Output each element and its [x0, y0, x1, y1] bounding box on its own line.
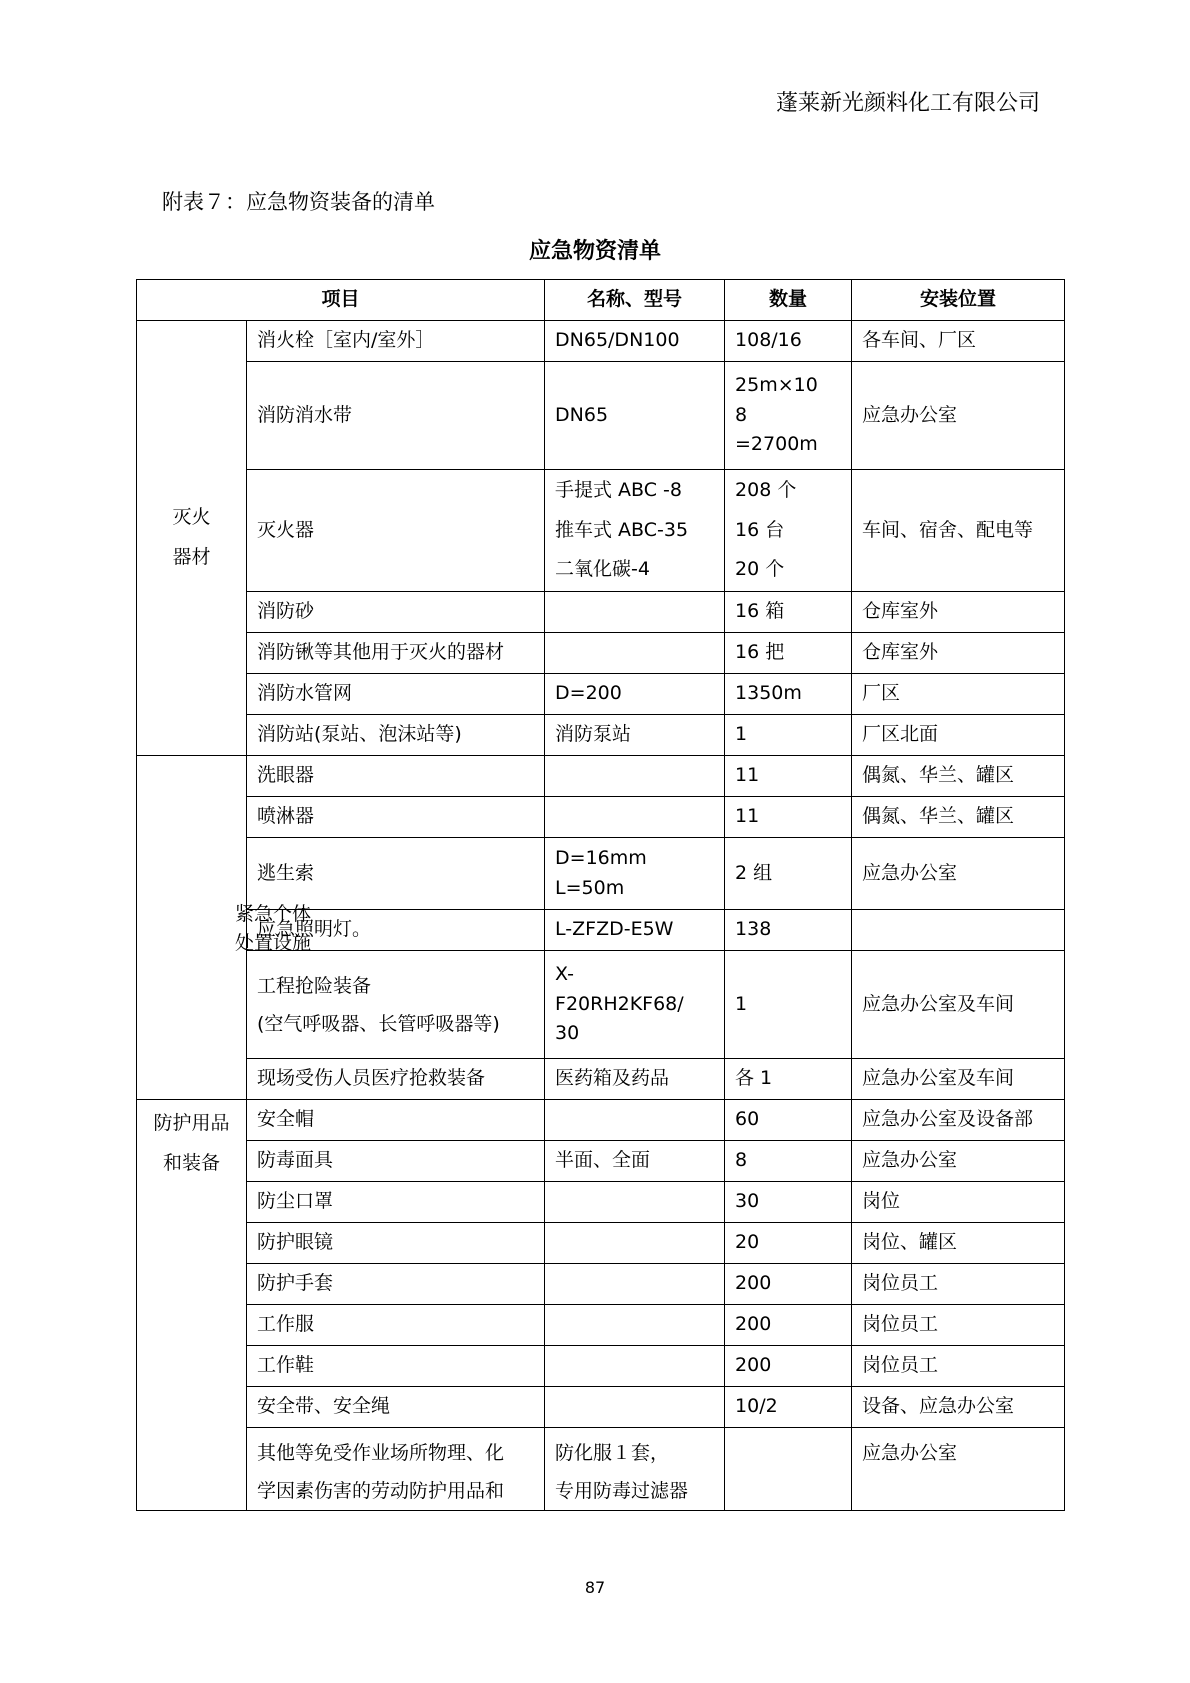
qty-cell	[725, 674, 852, 715]
item-cell	[247, 715, 545, 756]
category-cell	[137, 1100, 247, 1511]
category-label: 和装备	[162, 1151, 220, 1174]
item-line: 防尘口罩	[257, 1190, 334, 1213]
category-cell	[137, 321, 247, 756]
model-line: D=16mm	[555, 847, 647, 870]
qty-cell	[725, 633, 852, 674]
table-row	[137, 470, 1065, 592]
model-cell	[545, 1387, 725, 1428]
loc-line: 仓库室外	[862, 641, 939, 664]
emergency-supplies-table	[136, 279, 1065, 1511]
model-line	[555, 1392, 714, 1421]
model-line: 30	[555, 1022, 580, 1045]
item-cell	[247, 1182, 545, 1223]
item-cell	[247, 1305, 545, 1346]
qty-line: 60	[735, 1108, 760, 1131]
loc-cell	[852, 1264, 1065, 1305]
loc-cell	[852, 674, 1065, 715]
loc-line: 偶氮、华兰、罐区	[862, 764, 1015, 787]
model-line: D=200	[555, 682, 622, 705]
item-cell	[247, 1141, 545, 1182]
qty-line: 1	[735, 992, 748, 1015]
column-header: 安装位置	[852, 280, 1065, 321]
qty-cell	[725, 1223, 852, 1264]
model-cell	[545, 756, 725, 797]
loc-cell	[852, 1141, 1065, 1182]
loc-line: 岗位员工	[862, 1354, 939, 1377]
model-line	[555, 1310, 714, 1339]
loc-cell	[852, 321, 1065, 362]
loc-cell	[852, 633, 1065, 674]
loc-line: 岗位员工	[862, 1272, 939, 1295]
qty-line: 11	[735, 805, 760, 828]
item-line: 工作服	[257, 1313, 315, 1336]
loc-line: 设备、应急办公室	[862, 1395, 1015, 1418]
model-line	[555, 761, 714, 790]
item-line: 工作鞋	[257, 1354, 315, 1377]
loc-line: 岗位	[862, 1190, 901, 1213]
item-line: 防护眼镜	[257, 1231, 334, 1254]
loc-line: 应急办公室及车间	[862, 992, 1015, 1015]
table-row	[137, 674, 1065, 715]
item-cell	[247, 1059, 545, 1100]
qty-line: 138	[735, 918, 772, 941]
model-cell	[545, 715, 725, 756]
item-cell	[247, 1387, 545, 1428]
loc-cell	[852, 951, 1065, 1059]
model-line	[555, 1187, 714, 1216]
model-cell	[545, 1223, 725, 1264]
column-header: 名称、型号	[545, 280, 725, 321]
item-cell	[247, 951, 545, 1059]
table-row	[137, 715, 1065, 756]
model-cell	[545, 674, 725, 715]
model-line	[555, 802, 714, 831]
qty-cell	[725, 1305, 852, 1346]
model-line	[555, 638, 714, 667]
qty-cell	[725, 1141, 852, 1182]
model-line	[555, 1105, 714, 1134]
qty-cell	[725, 715, 852, 756]
qty-cell	[725, 756, 852, 797]
item-cell	[247, 674, 545, 715]
loc-cell	[852, 838, 1065, 910]
item-line: 防护手套	[257, 1272, 334, 1295]
item-line: 消防砂	[257, 600, 315, 623]
model-line: X-	[555, 963, 574, 986]
model-line	[555, 1351, 714, 1380]
qty-cell	[725, 1182, 852, 1223]
item-cell	[247, 470, 545, 592]
model-line: 半面、全面	[555, 1149, 651, 1172]
item-cell	[247, 1264, 545, 1305]
table-row	[137, 1346, 1065, 1387]
table-row	[137, 1100, 1065, 1141]
item-line: 现场受伤人员医疗抢救装备	[257, 1067, 486, 1090]
model-cell	[545, 633, 725, 674]
item-cell	[247, 362, 545, 470]
qty-line: 16 台	[735, 518, 785, 541]
qty-cell	[725, 797, 852, 838]
table-row	[137, 1305, 1065, 1346]
qty-line: 10/2	[735, 1395, 778, 1418]
qty-line: 各 1	[735, 1067, 773, 1090]
model-cell	[545, 1141, 725, 1182]
loc-cell	[852, 362, 1065, 470]
model-cell	[545, 470, 725, 592]
item-line: 洗眼器	[257, 764, 315, 787]
category-overlap-label	[235, 900, 311, 959]
model-line: 二氧化碳-4	[555, 558, 650, 581]
qty-line: 16 把	[735, 641, 785, 664]
qty-cell	[725, 1428, 852, 1511]
item-line: 消火栓［室内/室外］	[257, 329, 435, 352]
model-line: 医药箱及药品	[555, 1067, 670, 1090]
loc-line: 应急办公室	[862, 861, 958, 884]
qty-cell	[725, 951, 852, 1059]
loc-cell	[852, 1387, 1065, 1428]
loc-line: 应急办公室	[862, 403, 958, 426]
item-cell	[247, 1223, 545, 1264]
model-line	[555, 597, 714, 626]
item-cell	[247, 838, 545, 910]
appendix-title: 附表７：应急物资装备的清单	[162, 190, 435, 214]
table-row	[137, 362, 1065, 470]
category-label: 器材	[172, 546, 211, 568]
loc-cell	[852, 1100, 1065, 1141]
item-line: 应急照明灯。	[257, 918, 372, 941]
loc-cell	[852, 1182, 1065, 1223]
table-header-row	[137, 280, 1065, 321]
loc-cell	[852, 1428, 1065, 1511]
qty-line: 16 箱	[735, 600, 785, 623]
qty-cell	[725, 838, 852, 910]
qty-cell	[725, 362, 852, 470]
model-cell	[545, 1428, 725, 1511]
qty-line: 20 个	[735, 558, 785, 581]
table-row	[137, 1141, 1065, 1182]
qty-line: 8	[735, 403, 748, 426]
model-cell	[545, 592, 725, 633]
table-row	[137, 951, 1065, 1059]
table-row	[137, 838, 1065, 910]
qty-line: 20	[735, 1231, 760, 1254]
qty-cell	[725, 592, 852, 633]
qty-line: 1	[735, 723, 748, 746]
qty-line: 11	[735, 764, 760, 787]
item-cell	[247, 1428, 545, 1511]
qty-line	[735, 1434, 841, 1472]
category-cell	[137, 756, 247, 1100]
loc-cell	[852, 592, 1065, 633]
model-cell	[545, 1182, 725, 1223]
category-label	[147, 928, 236, 957]
item-cell	[247, 592, 545, 633]
model-cell	[545, 797, 725, 838]
qty-line: 1350m	[735, 682, 802, 705]
item-line: 灭火器	[257, 518, 315, 541]
model-cell	[545, 362, 725, 470]
loc-line: 仓库室外	[862, 600, 939, 623]
column-header: 数量	[725, 280, 852, 321]
table-row	[137, 592, 1065, 633]
loc-cell	[852, 715, 1065, 756]
qty-cell	[725, 1059, 852, 1100]
item-cell	[247, 797, 545, 838]
model-line: 防化服１套，	[555, 1442, 670, 1464]
qty-line: 200	[735, 1354, 772, 1377]
loc-line: 应急办公室	[862, 1149, 958, 1172]
qty-line: 2 组	[735, 861, 773, 884]
category-label: 紧急个体	[235, 903, 312, 925]
loc-line: 车间、宿舍、配电等	[862, 518, 1034, 541]
loc-line: 应急办公室及设备部	[862, 1108, 1034, 1131]
qty-cell	[725, 321, 852, 362]
item-cell	[247, 1346, 545, 1387]
table-row	[137, 1264, 1065, 1305]
table-row	[137, 633, 1065, 674]
model-cell	[545, 838, 725, 910]
item-line: 消防水管网	[257, 682, 353, 705]
model-line: DN65/DN100	[555, 329, 680, 352]
qty-line: 200	[735, 1313, 772, 1336]
loc-line	[862, 915, 1054, 944]
table-row	[137, 1059, 1065, 1100]
model-line: L-ZFZD-E5W	[555, 918, 674, 941]
qty-line: =2700m	[735, 433, 818, 456]
qty-cell	[725, 1387, 852, 1428]
item-line: 消防锹等其他用于灭火的器材	[257, 641, 505, 664]
item-cell	[247, 633, 545, 674]
item-line: 消防消水带	[257, 403, 353, 426]
qty-cell	[725, 1346, 852, 1387]
table-row	[137, 1223, 1065, 1264]
qty-line: 108/16	[735, 329, 802, 352]
loc-line: 应急办公室	[862, 1442, 958, 1464]
loc-line: 岗位员工	[862, 1313, 939, 1336]
loc-cell	[852, 756, 1065, 797]
table-row	[137, 1428, 1065, 1511]
item-line: 安全帽	[257, 1108, 315, 1131]
loc-cell	[852, 1346, 1065, 1387]
item-line: 工程抢险装备	[257, 974, 372, 997]
item-line: 喷淋器	[257, 805, 315, 828]
loc-cell	[852, 1059, 1065, 1100]
model-line: 消防泵站	[555, 723, 632, 746]
qty-cell	[725, 1264, 852, 1305]
page-number: 87	[584, 1578, 606, 1597]
loc-line: 岗位、罐区	[862, 1231, 958, 1254]
column-header: 项目	[137, 280, 545, 321]
model-cell	[545, 321, 725, 362]
loc-line: 应急办公室及车间	[862, 1067, 1015, 1090]
model-cell	[545, 951, 725, 1059]
model-cell	[545, 910, 725, 951]
table-row	[137, 797, 1065, 838]
qty-cell	[725, 470, 852, 592]
qty-line: 25m×10	[735, 374, 818, 397]
model-line: L=50m	[555, 876, 625, 899]
table-row	[137, 1182, 1065, 1223]
model-cell	[545, 1346, 725, 1387]
table-title: 应急物资清单	[528, 239, 661, 264]
model-cell	[545, 1264, 725, 1305]
qty-line: 208 个	[735, 478, 797, 501]
loc-line: 厂区	[862, 682, 901, 705]
item-cell	[247, 321, 545, 362]
loc-cell	[852, 910, 1065, 951]
model-cell	[545, 1100, 725, 1141]
model-line: 专用防毒过滤器	[555, 1480, 689, 1502]
item-line: 消防站(泵站、泡沫站等)	[257, 723, 462, 746]
item-line: 防毒面具	[257, 1149, 334, 1172]
qty-line: 8	[735, 1149, 748, 1172]
qty-line: 200	[735, 1272, 772, 1295]
loc-cell	[852, 797, 1065, 838]
model-line: 手提式 ABC -8	[555, 478, 683, 501]
table-row	[137, 321, 1065, 362]
loc-cell	[852, 1305, 1065, 1346]
table-row	[137, 756, 1065, 797]
model-line	[555, 1228, 714, 1257]
category-label: 灭火	[172, 506, 211, 529]
loc-line: 厂区北面	[862, 723, 939, 746]
model-line: 推车式 ABC-35	[555, 518, 689, 541]
loc-line: 偶氮、华兰、罐区	[862, 805, 1015, 828]
qty-cell	[725, 1100, 852, 1141]
qty-cell	[725, 910, 852, 951]
item-line: (空气呼吸器、长管呼吸器等)	[257, 1012, 500, 1035]
loc-cell	[852, 1223, 1065, 1264]
category-label: 处置设施	[235, 932, 312, 955]
company-header: 蓬莱新光颜料化工有限公司	[775, 91, 1040, 116]
item-line: 安全带、安全绳	[257, 1395, 391, 1418]
model-line	[555, 1269, 714, 1298]
loc-cell	[852, 470, 1065, 592]
item-line: 逃生索	[257, 861, 315, 884]
table-row	[137, 1387, 1065, 1428]
item-line: 其他等免受作业场所物理、化	[257, 1442, 505, 1464]
item-cell	[247, 756, 545, 797]
category-label	[147, 898, 236, 927]
model-line: DN65	[555, 403, 609, 426]
qty-line: 30	[735, 1190, 760, 1213]
model-cell	[545, 1059, 725, 1100]
item-cell	[247, 1100, 545, 1141]
item-line: 学因素伤害的劳动防护用品和	[257, 1480, 505, 1502]
model-line: F20RH2KF68/	[555, 992, 684, 1015]
model-cell	[545, 1305, 725, 1346]
category-label: 防护用品	[153, 1112, 230, 1134]
loc-line: 各车间、厂区	[862, 329, 977, 352]
